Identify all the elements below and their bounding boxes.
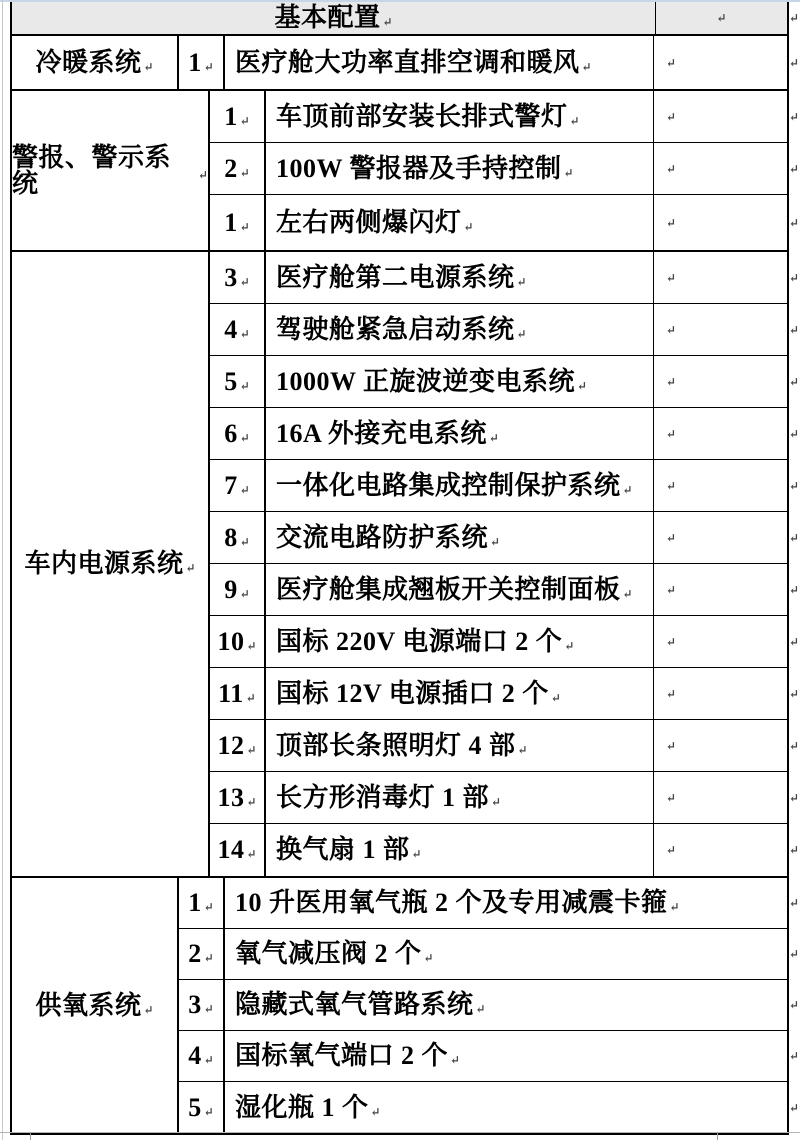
table-row [210,772,799,824]
section-name: 供氧系统 [35,990,142,1020]
empty-status-cell [654,460,787,511]
item-number-cell [179,1082,225,1133]
item-description-cell [266,195,654,250]
item-description: 氧气减压阀 2 个 [235,939,422,968]
paragraph-mark-icon: ↵ [666,686,677,701]
item-description-cell [266,408,654,459]
item-description-cell [266,772,654,823]
item-number: 5 [188,1092,202,1122]
item-description: 国标 12V 电源插口 2 个 [276,678,549,708]
paragraph-mark-icon: ↵ [382,15,393,29]
table-row [210,824,799,876]
paragraph-mark-icon: ↵ [622,482,633,497]
item-number-cell [210,460,266,511]
item-number-cell [210,195,266,250]
item-number: 2 [224,153,238,183]
section-name-cell [12,91,210,250]
paragraph-mark-icon: ↵ [716,11,727,25]
paragraph-mark-icon: ↵ [239,378,250,393]
table-row [179,1082,799,1133]
paragraph-mark-icon: ↵ [239,534,250,549]
paragraph-mark-icon: ↵ [197,167,208,182]
paragraph-mark-icon: ↵ [475,1002,486,1016]
paragraph-mark-icon: ↵ [666,374,677,389]
section-name-cell [12,252,210,876]
table-row [210,460,799,512]
item-description: 交流电路防护系统 [276,522,489,552]
paragraph-mark-icon: ↵ [666,790,677,805]
paragraph-mark-icon: ↵ [203,1053,214,1067]
end-of-row-mark-icon: ↵ [788,426,799,441]
paragraph-mark-icon: ↵ [516,274,527,289]
paragraph-mark-icon: ↵ [185,561,196,575]
paragraph-mark-icon: ↵ [239,326,250,341]
item-description-cell [266,564,654,615]
table-row [210,356,799,408]
end-of-row-mark-icon: ↵ [788,270,799,285]
item-description: 顶部长条照明灯 4 部 [276,730,516,760]
item-number: 12 [217,730,245,760]
paragraph-mark-icon: ↵ [666,109,677,124]
item-description: 医疗舱大功率直排空调和暖风 [235,47,580,77]
section-rows [210,252,799,876]
paragraph-mark-icon: ↵ [569,113,580,128]
paragraph-mark-icon: ↵ [564,638,575,653]
item-description-cell [266,356,654,407]
item-number: 10 [217,626,245,656]
table-row [210,252,799,304]
paragraph-mark-icon: ↵ [143,59,154,74]
item-description-cell [225,1031,787,1081]
empty-status-cell [654,408,787,459]
item-description-cell [266,304,654,355]
empty-status-cell [654,195,787,250]
item-number: 4 [224,314,238,344]
paragraph-mark-icon: ↵ [239,219,250,234]
item-description: 车顶前部安装长排式警灯 [276,101,568,131]
item-description: 医疗舱集成翘板开关控制面板 [276,574,621,604]
paragraph-mark-icon: ↵ [203,1002,214,1016]
item-description-cell [225,1082,787,1133]
table-row [210,91,799,143]
paragraph-mark-icon: ↵ [239,165,250,180]
empty-status-cell [654,564,787,615]
table-row [210,304,799,356]
item-number: 13 [217,782,245,812]
table-row [179,980,799,1031]
paragraph-mark-icon: ↵ [203,59,214,74]
item-number: 5 [224,366,238,396]
empty-status-cell [654,91,787,142]
page-left-margin-line [2,0,3,1140]
table-row [179,929,799,980]
item-description-cell [225,980,787,1030]
end-of-row-mark-icon: ↵ [788,530,799,545]
paragraph-mark-icon: ↵ [666,478,677,493]
table-row [210,616,799,668]
item-number-cell [210,824,266,876]
item-description-cell [266,143,654,194]
item-description-cell [266,616,654,667]
table-title-cell [12,2,656,34]
item-description: 一体化电路集成控制保护系统 [276,470,621,500]
item-description: 国标氧气端口 2 个 [235,1041,449,1070]
paragraph-mark-icon: ↵ [245,690,256,705]
paragraph-mark-icon: ↵ [666,530,677,545]
paragraph-mark-icon: ↵ [517,742,528,757]
end-of-row-mark-icon: ↵ [788,1100,799,1115]
item-description: 医疗舱第二电源系统 [276,262,515,292]
item-number: 1 [224,207,238,237]
item-description: 换气扇 1 部 [276,835,410,864]
paragraph-mark-icon: ↵ [666,738,677,753]
item-number-cell [210,91,266,142]
item-description-cell [266,252,654,303]
item-number-cell [210,356,266,407]
item-number-cell [210,143,266,194]
paragraph-mark-icon: ↵ [666,322,677,337]
end-of-row-mark-icon: ↵ [788,161,799,176]
item-number-cell [210,616,266,667]
end-of-row-mark-icon: ↵ [788,374,799,389]
item-number-cell [179,878,225,928]
item-description-cell [266,720,654,771]
paragraph-mark-icon: ↵ [450,1053,461,1067]
item-number-cell [210,772,266,823]
paragraph-mark-icon: ↵ [563,165,574,180]
item-description: 湿化瓶 1 个 [235,1092,369,1122]
paragraph-mark-icon: ↵ [239,586,250,601]
item-number-cell [210,304,266,355]
section-name: 冷暖系统 [35,47,142,77]
item-description: 驾驶舱紧急启动系统 [276,314,515,344]
item-number-cell [210,512,266,563]
paragraph-mark-icon: ↵ [370,1104,381,1119]
item-number: 9 [224,574,238,604]
item-number-cell [210,720,266,771]
item-number: 1 [188,888,202,917]
table-row [179,878,799,929]
paragraph-mark-icon: ↵ [203,900,214,914]
end-of-row-mark-icon: ↵ [788,11,799,25]
end-of-row-mark-icon: ↵ [788,843,799,857]
paragraph-mark-icon: ↵ [246,638,257,653]
item-description-cell [266,668,654,719]
item-number-cell [179,36,225,89]
section-name: 警报、警示系统 [12,142,172,198]
paragraph-mark-icon: ↵ [666,215,677,230]
item-description-cell [225,878,787,928]
empty-status-cell [654,668,787,719]
empty-status-cell [654,720,787,771]
paragraph-mark-icon: ↵ [246,794,257,809]
paragraph-mark-icon: ↵ [239,482,250,497]
item-number-cell [210,564,266,615]
item-number-cell [179,1031,225,1081]
end-of-row-mark-icon: ↵ [788,947,799,961]
paragraph-mark-icon: ↵ [239,430,250,445]
item-number: 7 [224,470,238,500]
end-of-row-mark-icon: ↵ [788,738,799,753]
item-description: 国标 220V 电源端口 2 个 [276,626,563,656]
item-description-cell [266,460,654,511]
item-description: 16A 外接充电系统 [276,418,487,448]
item-number-cell [210,408,266,459]
item-description: 100W 警报器及手持控制 [276,153,562,183]
faint-gridline-tick [30,1132,31,1140]
item-number: 3 [188,990,202,1019]
paragraph-mark-icon: ↵ [622,586,633,601]
paragraph-mark-icon: ↵ [516,326,527,341]
paragraph-mark-icon: ↵ [669,900,680,914]
empty-status-cell [654,512,787,563]
item-number: 2 [188,939,202,968]
paragraph-mark-icon: ↵ [491,794,502,809]
empty-status-cell [654,616,787,667]
paragraph-mark-icon: ↵ [581,59,592,74]
empty-status-cell [654,772,787,823]
item-description: 隐藏式氧气管路系统 [235,990,474,1019]
table-header-row [12,2,799,36]
config-section [12,91,799,252]
empty-status-cell [654,252,787,303]
end-of-row-mark-icon: ↵ [788,478,799,493]
item-number: 1 [224,101,238,131]
empty-status-cell [654,356,787,407]
item-description-cell [225,929,787,979]
item-description: 左右两侧爆闪灯 [276,207,462,237]
item-number: 4 [188,1041,202,1070]
table-row [210,195,799,250]
paragraph-mark-icon: ↵ [666,55,677,70]
paragraph-mark-icon: ↵ [239,113,250,128]
item-description-cell [266,512,654,563]
paragraph-mark-icon: ↵ [666,270,677,285]
paragraph-mark-icon: ↵ [423,951,434,965]
empty-status-cell [654,36,787,89]
item-number-cell [210,668,266,719]
paragraph-mark-icon: ↵ [246,847,257,861]
item-description: 10 升医用氧气瓶 2 个及专用减震卡箍 [235,888,668,917]
end-of-row-mark-icon: ↵ [788,582,799,597]
table-row [210,512,799,564]
empty-status-cell [654,143,787,194]
table-row [210,408,799,460]
item-description: 1000W 正旋波逆变电系统 [276,366,576,396]
end-of-row-mark-icon: ↵ [788,896,799,910]
next-table-faint-line [0,1132,800,1133]
paragraph-mark-icon: ↵ [488,430,499,445]
section-rows [179,36,799,89]
end-of-row-mark-icon: ↵ [788,686,799,701]
section-name-cell [12,36,179,89]
paragraph-mark-icon: ↵ [490,534,501,549]
item-description-cell [266,824,654,876]
end-of-row-mark-icon: ↵ [788,998,799,1012]
item-description-cell [266,91,654,142]
table-row [210,668,799,720]
table-row [179,36,799,89]
end-of-row-mark-icon: ↵ [788,322,799,337]
empty-status-cell [654,824,787,876]
item-number: 14 [217,835,245,864]
table-row [179,1031,799,1082]
item-number-cell [179,929,225,979]
item-number: 1 [188,47,202,77]
paragraph-mark-icon: ↵ [411,847,422,861]
section-rows [210,91,799,250]
paragraph-mark-icon: ↵ [666,843,677,857]
item-description: 长方形消毒灯 1 部 [276,782,490,812]
header-empty-cell [656,2,787,34]
paragraph-mark-icon: ↵ [239,274,250,289]
empty-status-cell [654,304,787,355]
paragraph-mark-icon: ↵ [246,742,257,757]
end-of-row-mark-icon: ↵ [788,634,799,649]
table-row [210,720,799,772]
end-of-row-mark-icon: ↵ [788,790,799,805]
end-of-row-mark-icon: ↵ [788,109,799,124]
config-table [10,2,799,1135]
paragraph-mark-icon: ↵ [463,219,474,234]
paragraph-mark-icon: ↵ [577,378,588,393]
paragraph-mark-icon: ↵ [143,1002,154,1017]
item-number: 3 [224,262,238,292]
section-name-cell [12,878,179,1133]
end-of-row-mark-icon: ↵ [788,55,799,70]
paragraph-mark-icon: ↵ [666,582,677,597]
config-section [12,252,799,878]
paragraph-mark-icon: ↵ [666,161,677,176]
end-of-row-mark-icon: ↵ [788,1049,799,1063]
end-of-row-mark-icon: ↵ [788,215,799,230]
paragraph-mark-icon: ↵ [550,690,561,705]
faint-gridline-tick [717,1132,718,1140]
table-row [210,143,799,195]
paragraph-mark-icon: ↵ [203,1104,214,1119]
table-title: 基本配置 [274,3,381,32]
item-number-cell [210,252,266,303]
section-rows [179,878,799,1133]
item-number: 11 [218,678,244,708]
item-number-cell [179,980,225,1030]
section-name: 车内电源系统 [24,549,184,578]
paragraph-mark-icon: ↵ [666,426,677,441]
item-number: 6 [224,418,238,448]
paragraph-mark-icon: ↵ [203,951,214,965]
table-row [210,564,799,616]
item-description-cell [225,36,654,89]
item-number: 8 [224,522,238,552]
config-section [12,36,799,91]
config-section [12,878,799,1133]
paragraph-mark-icon: ↵ [666,634,677,649]
